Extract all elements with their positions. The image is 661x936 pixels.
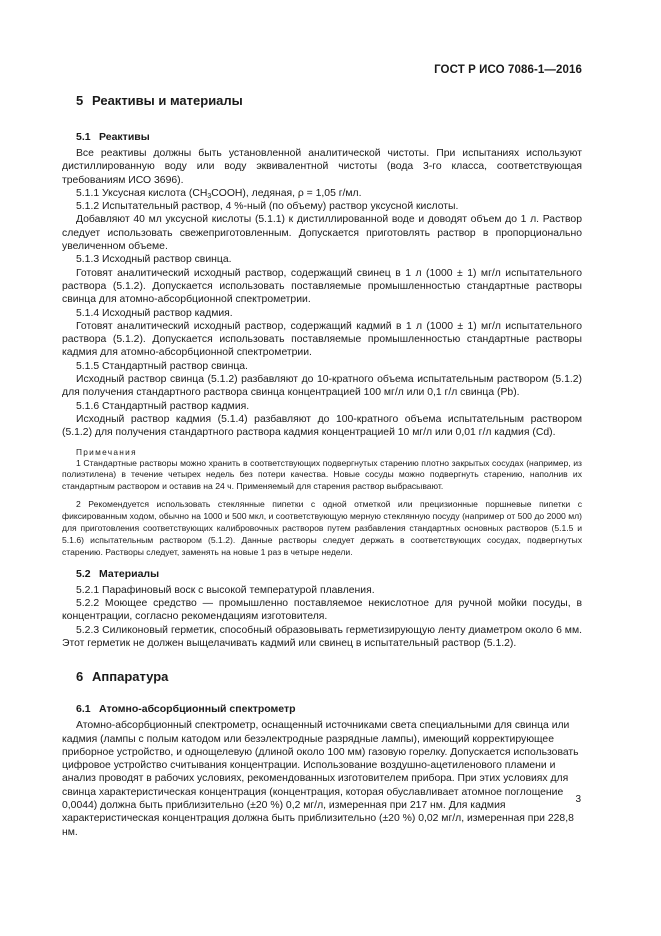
notes-title: Примечания	[76, 446, 137, 457]
subsection-6-1-heading	[76, 703, 582, 715]
item-5-1-5: 5.1.5 Стандартный раствор свинца.	[76, 360, 248, 372]
section-title: Аппаратура	[92, 669, 169, 685]
section-6-heading	[76, 669, 582, 684]
item-5-2-2: 5.2.2 Моющее средство — промышленно поставляемое некислотное для ручной мойки посуды, в концентрации, согласно рекомендациям изготовителя.	[62, 598, 582, 623]
item-5-2-3: 5.2.3 Силиконовый герметик, способный образовывать герметизирующую ленту диаметром около 6 мм. Этот герметик не должен выщелачивать кадмий или свинец в испытательный раствор (5.1.2).	[62, 624, 582, 649]
subsection-number: 5.2	[76, 567, 91, 580]
section-number: 5	[76, 93, 84, 108]
section-number: 6	[76, 669, 84, 685]
subsection-number: 6.1	[76, 703, 91, 716]
item-5-1-5-text: Исходный раствор свинца (5.1.2) разбавляют до 10-кратного объема испытательным раствором (5.1.2) для получения стандартного раствора свинца концентрацией 100 мг/л или 0,1 г/л свинца (Pb).	[62, 374, 582, 399]
item-5-1-4: 5.1.4 Исходный раствор кадмия.	[76, 307, 233, 319]
subsection-5-2-heading	[76, 568, 582, 580]
subsection-title: Атомно-абсорбционный спектрометр	[99, 703, 296, 716]
item-5-1-2-text: Добавляют 40 мл уксусной кислоты (5.1.1) к дистиллированной воде и доводят объем до 1 л. Раствор следует использовать свежеприготовленным. Допускается приготовлять раствор в пропорционально увеличенном объеме.	[62, 214, 582, 253]
standard-code-header: ГОСТ Р ИСО 7086-1—2016	[434, 64, 582, 76]
paragraph-reagents-intro: Все реактивы должны быть установленной аналитической чистоты. При испытаниях используют дистиллированную воду или воду эквивалентной чистоты (вода 3-го класса, соответствующая требованиям ИСО 3696).	[62, 148, 582, 186]
item-5-1-6-text: Исходный раствор кадмия (5.1.4) разбавляют до 100-кратного объема испытательным раствором (5.1.2) для получения стандартного раствора кадмия концентрацией 10 мг/л или 0,01 г/л кадмия (Cd).	[62, 413, 582, 439]
subsection-title: Материалы	[99, 567, 160, 580]
paragraph-spectrometer: Атомно-абсорбционный спектрометр, оснащенный источниками света специальными для свинца или кадмия (лампы с полым катодом или безэлектродные разрядные лампы), имеющий корректирующее приборное устройство, и однощелевую (длиной около 100 мм) газовую горелку. Допускается использовать цифровое устройство считывания концентрации. Использование воздушно-ацетиленового пламени и анализ проводят в рабочих условиях, рекомендованных изготовителем прибора. При этих условиях для свинца характеристическая концентрация (концентрация, которая обуславливает атомное поглощение 0,0044) должна быть приблизительно (±20 %) 0,2 мг/л, измеренная при 217 нм. Для кадмия характеристическая концентрация должна быть приблизительно (±20 %) 0,02 мг/л, измеренная при 228,8 нм.	[62, 720, 579, 838]
item-5-1-2: 5.1.2 Испытательный раствор, 4 %-ный (по объему) раствор уксусной кислоты.	[76, 201, 459, 213]
subsection-title: Реактивы	[99, 131, 150, 143]
item-5-1-1: 5.1.1 Уксусная кислота $(CH_3COOH)$, ледяная, ρ = 1,05 г/мл.	[76, 187, 362, 200]
item-5-1-4-text: Готовят аналитический исходный раствор, содержащий кадмий в 1 л (1000 ± 1) мг/л испытательного раствора (5.1.2). Допускается использовать поставляемые промышленностью стандартные растворы кадмия для атомно-абсорбционной спектрометрии.	[62, 320, 582, 359]
item-5-1-6: 5.1.6 Стандартный раствор кадмия.	[76, 400, 250, 412]
note-1: 1 Стандартные растворы можно хранить в соответствующих подвергнутых старению плотно закрытых сосудах (например, из полиэтилена) в течение четырех недель без потери качества. Новые сосуды можно подвергнуть старению, наполнив их стандартным раствором и оставив на 24 ч. Применяемый для старения раствор выбрасывают.	[62, 457, 582, 492]
subsection-5-1-heading	[76, 131, 582, 143]
subsection-number: 5.1	[76, 131, 91, 143]
item-5-1-3: 5.1.3 Исходный раствор свинца.	[76, 254, 232, 266]
page-content	[62, 93, 582, 839]
section-5-heading	[76, 93, 582, 108]
item-5-1-3-text: Готовят аналитический исходный раствор, содержащий свинец в 1 л (1000 ± 1) мг/л испытательного раствора (5.1.2). Допускается использовать поставляемые промышленностью стандартные растворы свинца для атомно-абсорбционной спектрометрии.	[62, 267, 582, 306]
page-number: 3	[575, 794, 581, 805]
section-title: Реактивы и материалы	[92, 93, 243, 108]
item-5-2-1: 5.2.1 Парафиновый воск с высокой температурой плавления.	[76, 584, 375, 596]
note-2: 2 Рекомендуется использовать стеклянные пипетки с одной отметкой или прецизионные поршневые пипетки с фиксированным ходом, обычно на 1000 и 500 мкл, и соответствующую мерную стеклянную посуду (например от 500 до 2000 мл) для приготовления соответствующих калибровочных растворов путем разбавления стандартных основных растворов (5.1.5 и 5.1.6) испытательным раствором (5.1.2). Данные растворы следует держать в соответствующих сосудах, подвергнутых старению. Растворы следует, заменять на новые 1 раз в четыре недели.	[62, 499, 582, 557]
